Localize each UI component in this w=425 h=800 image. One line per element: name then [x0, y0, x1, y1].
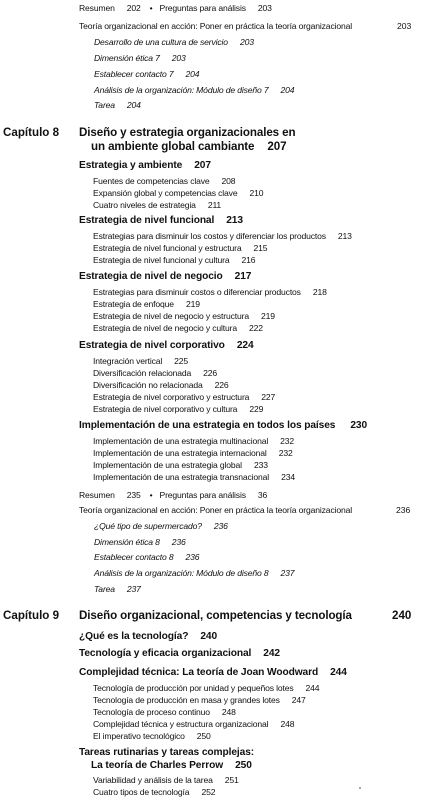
list-item [93, 311, 275, 321]
scan-speck [359, 787, 361, 789]
page-number: 233 [253, 460, 268, 470]
list-item [94, 85, 294, 95]
item-text: Estrategia de nivel corporativo y estructura [93, 392, 250, 402]
page-number: 251 [224, 775, 239, 785]
item-text: Diversificación no relacionada [93, 380, 203, 390]
page-number: 236 [185, 552, 200, 562]
item-text: Fuentes de competencias clave [93, 176, 210, 186]
item-text: Estrategia de nivel funcional y estructura [93, 243, 242, 253]
page-number: 244 [330, 667, 347, 678]
item-text: Cuatro tipos de tecnología [93, 787, 190, 797]
list-item [94, 537, 186, 547]
page-number: 240 [392, 609, 412, 622]
page-number: 237 [280, 568, 295, 578]
page-number: 225 [174, 356, 189, 366]
item-text: Estrategias para disminuir los costos y diferenciar los productos [93, 231, 326, 241]
page-number: 213 [226, 215, 243, 226]
item-text: Cuatro niveles de estrategia [93, 200, 196, 210]
page-number: 204 [126, 100, 141, 110]
page-number: 227 [261, 392, 276, 402]
item-text: Implementación de una estrategia global [93, 460, 242, 470]
list-item [93, 299, 200, 309]
list-item [93, 775, 239, 785]
list-item [94, 37, 254, 47]
item-text: Dimensión ética 8 [94, 537, 160, 547]
teoria-line [79, 505, 352, 515]
section-heading [79, 667, 347, 679]
list-item [93, 472, 295, 482]
resumen-line [79, 3, 272, 13]
section-title: Estrategia y ambiente [79, 160, 183, 171]
item-text: Tarea [94, 584, 115, 594]
item-text: Expansión global y competencias clave [93, 188, 238, 198]
list-item [93, 176, 235, 186]
list-item [93, 200, 221, 210]
page-number: 216 [241, 255, 256, 265]
page-number: 235 [126, 490, 141, 500]
section-heading [79, 271, 251, 283]
item-text: ¿Qué tipo de supermercado? [94, 521, 202, 531]
section-heading [79, 340, 254, 352]
page-number: 224 [236, 340, 254, 351]
list-item [94, 584, 141, 594]
item-text: Dimensión ética 7 [94, 53, 160, 63]
page-number: 215 [253, 243, 268, 253]
item-text: Establecer contacto 7 [94, 69, 174, 79]
page-number: 236 [396, 505, 411, 515]
list-item [93, 231, 352, 241]
list-item [93, 460, 268, 470]
list-item [93, 719, 294, 729]
item-text: Tarea [94, 100, 115, 110]
list-item [93, 731, 211, 741]
page-number: 232 [278, 448, 293, 458]
page-number: 250 [235, 760, 252, 771]
chapter-title: Diseño y estrategia organizacionales en [79, 126, 296, 139]
teoria-text: Teoría organizacional en acción: Poner en práctica la teoría organizacional [79, 21, 352, 31]
page-number: 207 [267, 140, 287, 153]
list-item [93, 404, 263, 414]
section-title: ¿Qué es la tecnología? [79, 631, 189, 642]
section-title: Estrategia de nivel corporativo [79, 340, 225, 351]
list-item [93, 356, 188, 366]
item-text: El imperativo tecnológico [93, 731, 185, 741]
page-number: 252 [201, 787, 216, 797]
chapter-title: Diseño organizacional, competencias y tecnología [79, 609, 352, 622]
resumen-line [79, 490, 267, 500]
page-number: 248 [280, 719, 295, 729]
teoria-line [79, 21, 352, 31]
item-text: Tecnología de producción en masa y grandes lotes [93, 695, 280, 705]
preguntas-label: Preguntas para análisis [159, 490, 246, 500]
section-title: Tecnología y eficacia organizacional [79, 648, 252, 659]
item-text: Análisis de la organización: Módulo de diseño 7 [94, 85, 269, 95]
page-number: 237 [126, 584, 141, 594]
item-text: Estrategia de enfoque [93, 299, 174, 309]
list-item [94, 552, 199, 562]
resumen-label: Resumen [79, 3, 115, 13]
chapter-title-line2 [91, 140, 286, 153]
resumen-label: Resumen [79, 490, 115, 500]
section-heading [79, 420, 367, 432]
page-number: 203 [397, 21, 412, 31]
item-text: Estrategia de nivel de negocio y cultura [93, 323, 238, 333]
item-text: Estrategia de nivel de negocio y estructura [93, 311, 249, 321]
page-number: 36 [257, 490, 268, 500]
list-item [93, 448, 293, 458]
page-number: 222 [249, 323, 263, 333]
item-text: Diversificación relacionada [93, 368, 192, 378]
item-text: Tecnología de proceso continuo [93, 707, 210, 717]
section-heading [79, 648, 280, 660]
list-item [93, 436, 294, 446]
page-number: 242 [263, 648, 280, 659]
section-heading-line2 [91, 760, 252, 772]
section-title: Tareas rutinarias y tareas complejas: [79, 747, 255, 758]
page-number: 226 [214, 380, 229, 390]
page-number: 204 [280, 85, 295, 95]
item-text: Implementación de una estrategia multinacional [93, 436, 269, 446]
list-item [93, 323, 263, 333]
page-number: 232 [280, 436, 294, 446]
bullet: • [149, 3, 153, 13]
item-text: Tecnología de producción por unidad y pequeños lotes [93, 683, 294, 693]
list-item [93, 255, 255, 265]
item-text: Análisis de la organización: Módulo de diseño 8 [94, 568, 269, 578]
item-text: Integración vertical [93, 356, 163, 366]
page-number: 203 [239, 37, 254, 47]
page-number: 244 [305, 683, 320, 693]
page-number: 219 [185, 299, 200, 309]
page-number: 236 [171, 537, 186, 547]
item-text: Estrategia de nivel corporativo y cultura [93, 404, 238, 414]
page-number: 229 [249, 404, 264, 414]
teoria-text: Teoría organizacional en acción: Poner en práctica la teoría organizacional [79, 505, 352, 515]
list-item [93, 695, 306, 705]
list-item [94, 69, 199, 79]
page-number: 204 [185, 69, 200, 79]
item-text: Complejidad técnica y estructura organizacional [93, 719, 269, 729]
page-number: 250 [196, 731, 211, 741]
list-item [93, 243, 267, 253]
preguntas-label: Preguntas para análisis [159, 3, 246, 13]
list-item [94, 568, 294, 578]
item-text: Estrategias para disminuir costos o diferenciar productos [93, 287, 301, 297]
chapter-label: Capítulo 9 [3, 609, 60, 622]
list-item [93, 287, 327, 297]
section-title: Estrategia de nivel de negocio [79, 271, 223, 282]
bullet: • [149, 490, 153, 500]
section-title: Estrategia de nivel funcional [79, 215, 215, 226]
list-item [93, 683, 319, 693]
list-item [94, 100, 141, 110]
chapter-label: Capítulo 8 [3, 126, 60, 139]
section-heading [79, 631, 217, 643]
page-number: 210 [249, 188, 264, 198]
section-title: Implementación de una estrategia en todos los países [79, 420, 336, 431]
page-number: 217 [234, 271, 252, 282]
page-number: 207 [194, 160, 211, 171]
page-number: 219 [260, 311, 275, 321]
item-text: Estrategia de nivel funcional y cultura [93, 255, 230, 265]
section-title: La teoría de Charles Perrow [91, 760, 224, 771]
list-item [93, 368, 217, 378]
item-text: Implementación de una estrategia transnacional [93, 472, 270, 482]
page-number: 247 [291, 695, 306, 705]
page-number: 236 [213, 521, 228, 531]
item-text: Establecer contacto 8 [94, 552, 174, 562]
page-number: 203 [171, 53, 186, 63]
page-number: 230 [350, 420, 368, 431]
item-text: Desarrollo de una cultura de servicio [94, 37, 228, 47]
list-item [94, 53, 186, 63]
section-title: Complejidad técnica: La teoría de Joan Woodward [79, 667, 319, 678]
list-item [93, 380, 229, 390]
list-item [93, 787, 215, 797]
list-item [93, 707, 236, 717]
page-number: 248 [221, 707, 236, 717]
list-item [93, 188, 263, 198]
page-number: 226 [203, 368, 218, 378]
page-number: 208 [221, 176, 236, 186]
page-number: 213 [337, 231, 352, 241]
page-number: 202 [126, 3, 141, 13]
section-heading [79, 215, 243, 227]
page-number: 203 [257, 3, 272, 13]
page-number: 240 [200, 631, 218, 642]
section-heading [79, 160, 211, 172]
list-item [93, 392, 275, 402]
item-text: Variabilidad y análisis de la tarea [93, 775, 213, 785]
item-text: Implementación de una estrategia internacional [93, 448, 267, 458]
chapter-title-text: un ambiente global cambiante [91, 140, 255, 153]
page-number: 211 [207, 200, 222, 210]
page-number: 234 [281, 472, 295, 482]
list-item [94, 521, 228, 531]
page-number: 218 [312, 287, 327, 297]
